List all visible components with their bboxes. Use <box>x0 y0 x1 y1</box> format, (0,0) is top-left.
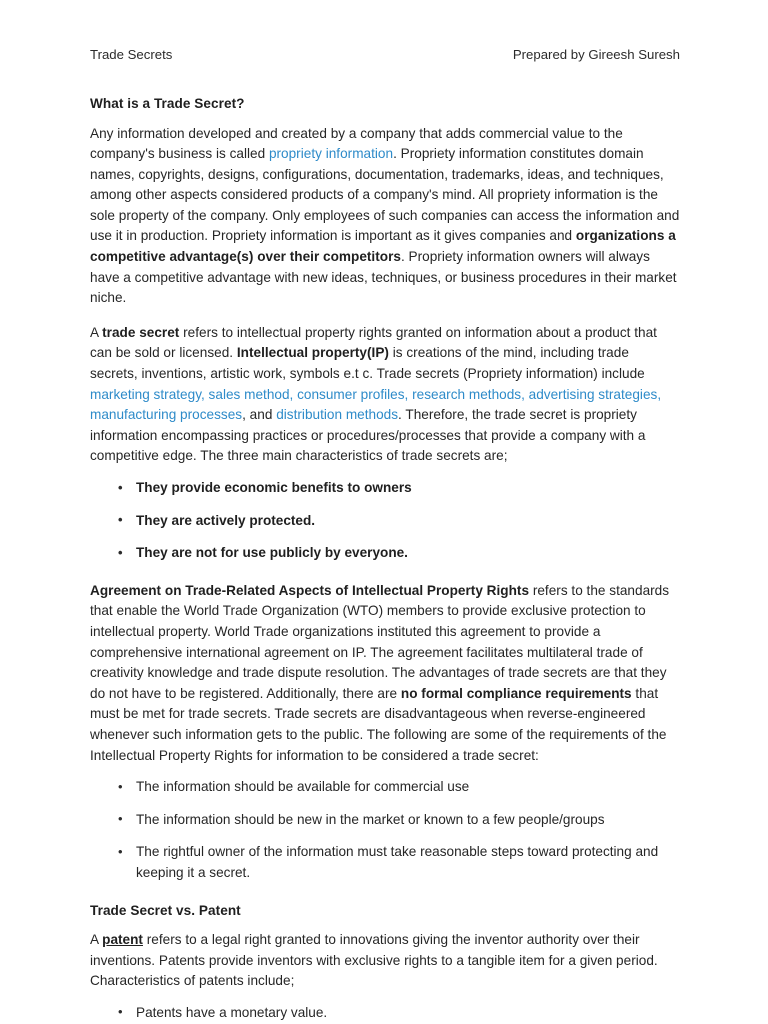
text-run: Any information developed and created by a company that adds commercial value to the company's business is called <box>90 125 623 162</box>
list-patent-characteristics <box>90 1003 680 1024</box>
emphasis-intellectual-property: Intellectual property(IP) <box>236 345 389 361</box>
list-item: • The information should be new in the market or known to a few people/groups <box>90 810 680 831</box>
emphasis-trade-secret: trade secret <box>102 324 180 340</box>
text-run: refers to intellectual property rights granted on information about a product that can be sold or licensed. <box>90 324 657 361</box>
text-run: , and <box>242 407 277 423</box>
text-run: refers to a legal right granted to innovations giving the inventor authority over their inventions. Patents provide inventors with exclusive rights to a tangible item for a given period. Characteristics of patents include; <box>90 932 658 989</box>
list-item: • They are actively protected. <box>90 511 680 532</box>
link-propriety-information[interactable]: propriety information <box>268 146 394 162</box>
emphasis-patent-underlined: patent <box>102 932 143 947</box>
paragraph-trips-agreement <box>90 581 680 766</box>
emphasis-competitive-advantage: organizations a competitive advantage(s) over their competitors <box>90 228 676 265</box>
list-item: • Patents have a monetary value. <box>90 1003 680 1024</box>
text-run: . Therefore, the trade secret is propriety information encompassing practices or procedures/processes that provide a company with a competitive edge. The three main characteristics of trade secrets are; <box>90 407 646 464</box>
paragraph-trade-secret-definition <box>90 323 680 467</box>
text-run: refers to the standards that enable the World Trade Organization (WTO) members to provide exclusive protection to intellectual property. World Trade organizations instituted this agreement to provide a comprehensive international agreement on IP. The agreement facilitates multilateral trade of creativity knowledge and trade dispute resolution. The advantages of trade secrets are that they do not have to be registered. Additionally, there are <box>90 582 670 701</box>
text-run: . Propriety information constitutes domain names, copyrights, designs, configurations, documentation, trademarks, ideas, and techniques, among other aspects considered products of a company's mind. All propriety information is the sole property of the company. Only employees of such companies can access the information and use it in production. Propriety information is important as it gives companies and <box>90 146 680 244</box>
text-run: is creations of the mind, including trade secrets, inventions, artistic work, symbols e.t c. Trade secrets (Propriety information) include <box>90 345 645 382</box>
link-trade-secret-examples[interactable]: marketing strategy, sales method, consumer profiles, research methods, advertising strategies, manufacturing processes <box>90 386 662 423</box>
list-item: • They are not for use publicly by everyone. <box>90 543 680 564</box>
paragraph-patent-definition <box>90 930 680 992</box>
list-trade-secret-characteristics <box>90 478 680 564</box>
paragraph-propriety-information <box>90 124 680 309</box>
emphasis-trips-agreement-title: Agreement on Trade-Related Aspects of Intellectual Property Rights <box>90 582 530 598</box>
heading-what-is-a-trade-secret: What is a Trade Secret? <box>90 96 245 111</box>
document-header <box>90 46 680 64</box>
list-item: • The information should be available for commercial use <box>90 777 680 798</box>
text-run: A <box>90 932 103 947</box>
text-run: . Propriety information owners will always have a competitive advantage with new ideas, techniques, or business procedures in their market niche. <box>90 249 677 306</box>
header-author-credit: Prepared by Gireesh Suresh <box>512 47 680 62</box>
link-distribution-methods[interactable]: distribution methods <box>276 407 399 423</box>
heading-trade-secret-vs-patent: Trade Secret vs. Patent <box>90 902 241 918</box>
list-ipr-requirements <box>90 777 680 883</box>
text-run: that must be met for trade secrets. Trade secrets are disadvantageous when reverse-engineered whenever such information gets to the public. The following are some of the requirements of the Intellectual Property Rights for information to be considered a trade secret: <box>90 685 667 763</box>
list-item: • They provide economic benefits to owners <box>90 478 680 499</box>
text-run: A <box>90 324 103 340</box>
list-item: • The rightful owner of the information must take reasonable steps toward protecting and keeping it a secret. <box>90 842 680 883</box>
header-document-title: Trade Secrets <box>90 47 173 62</box>
emphasis-no-formal-compliance: no formal compliance requirements <box>400 685 632 701</box>
